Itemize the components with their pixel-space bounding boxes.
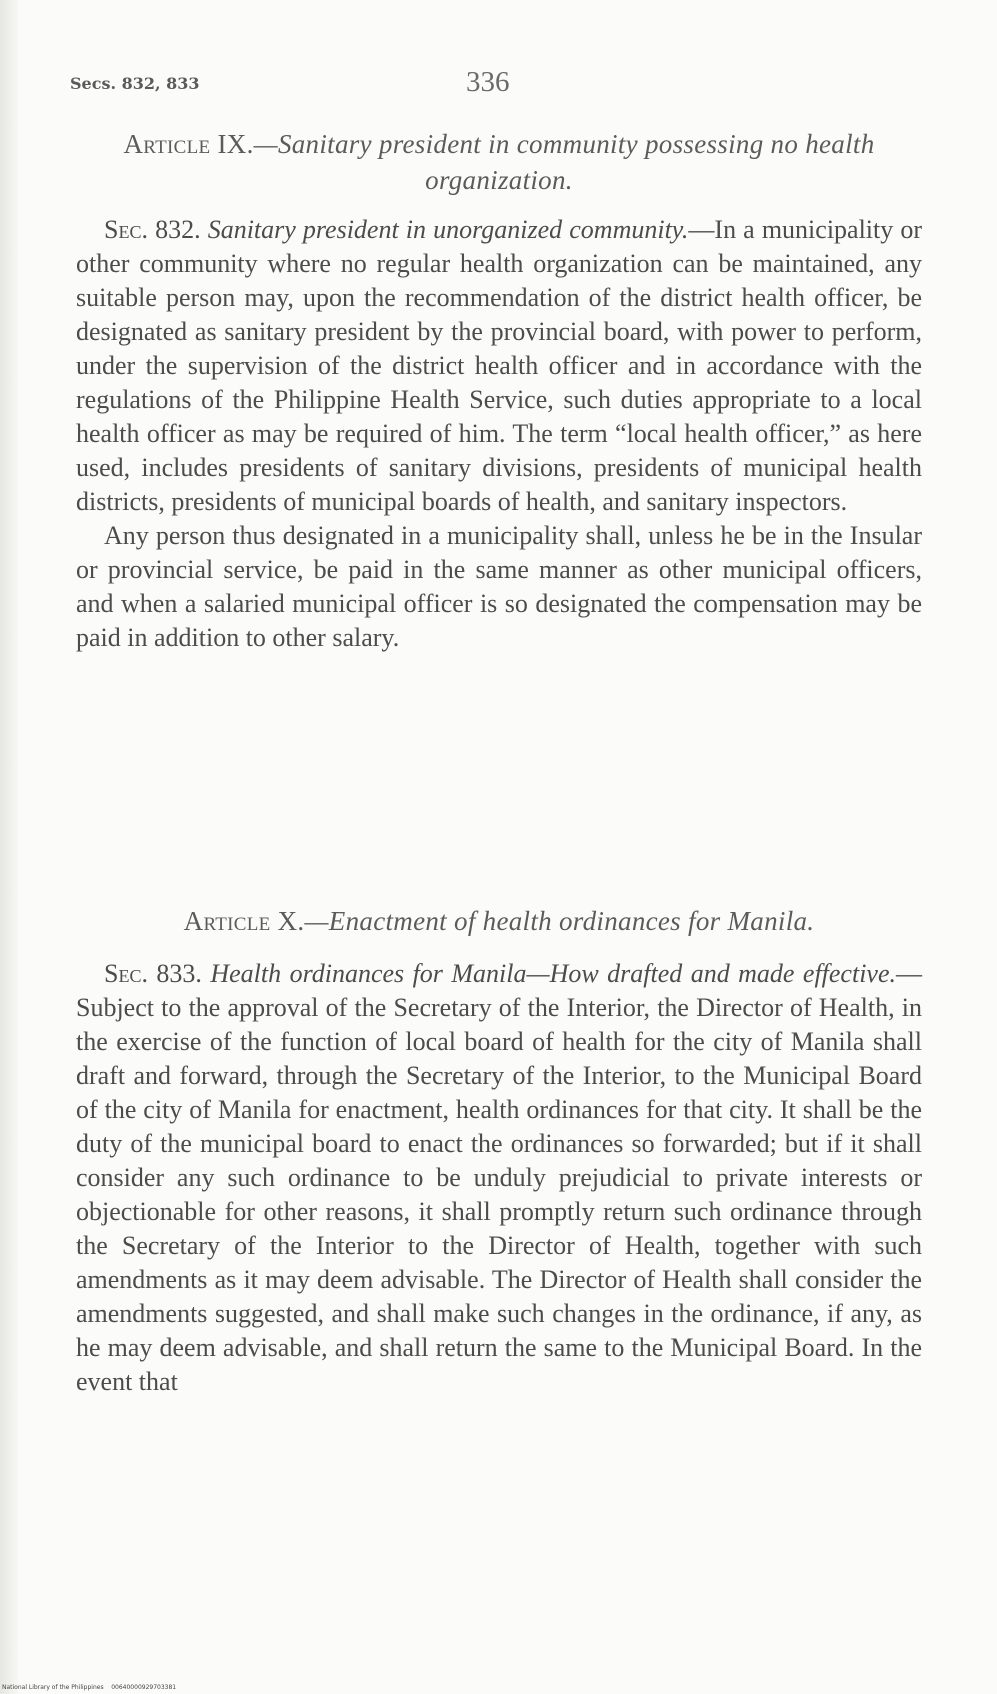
article-ix-label: Article IX. [123, 129, 254, 159]
page-number: 336 [466, 66, 510, 98]
article-x-title: —Enactment of health ordinances for Manila. [304, 906, 815, 936]
section-833 [76, 957, 922, 1399]
scan-footer [2, 1684, 176, 1691]
section-833-text-1: —Subject to the approval of the Secretary of the Interior, the Director of Health, in the exercise of the function of local board of health for the city of Manila shall draft and forward, through the Secretary of the Interior, to the Municipal Board of the city of Manila for enactment, health ordinances for that city. It shall be the duty of the municipal board to enact the ordinances so forwarded; but if it shall consider any such ordinance to be unduly prejudicial to private interests or objectionable for other reasons, it shall promptly return such ordinance through the Secretary of the Interior to the Director of Health, together with such amendments as it may deem advisable. The Director of Health shall consider the amendments suggested, and shall make such changes in the ordinance, if any, as he may deem advisable, and shall return the same to the Municipal Board. In the event that [76, 959, 922, 1396]
section-832-caption: Sanitary president in unorganized community. [207, 215, 689, 244]
section-reference: Secs. 832, 833 [70, 74, 200, 93]
page-header [70, 66, 920, 106]
article-ix-heading-block [76, 126, 922, 198]
article-x-heading [76, 903, 922, 939]
article-ix-heading [76, 126, 922, 198]
section-833-caption: Health ordinances for Manila—How drafted and made effective. [210, 959, 896, 988]
article-x-heading-block [76, 903, 922, 939]
section-832 [76, 213, 922, 655]
article-x-label: Article X. [183, 906, 305, 936]
section-832-paragraph-1 [76, 213, 922, 519]
section-832-number: Sec. 832. [104, 215, 201, 244]
page-edge-shadow [0, 0, 18, 1694]
footer-code: 00640000929703381 [111, 1684, 177, 1691]
section-833-number: Sec. 833. [104, 959, 202, 988]
footer-credit: National Library of the Philippines [2, 1684, 104, 1691]
article-ix-title: —Sanitary president in community possessing no health organization. [253, 129, 875, 195]
section-832-paragraph-2: Any person thus designated in a municipality shall, unless he be in the Insular or provincial service, be paid in the same manner as other municipal officers, and when a salaried municipal officer is so designated the compensation may be paid in addition to other salary. [76, 521, 922, 652]
section-832-text-1: —In a municipality or other community where no regular health organization can be maintained, any suitable person may, upon the recommendation of the district health officer, be designated as sanitary president by the provincial board, with power to perform, under the supervision of the district health officer and in accordance with the regulations of the Philippine Health Service, such duties appropriate to a local health officer as may be required of him. The term “local health officer,” as here used, includes presidents of sanitary divisions, presidents of municipal health districts, presidents of municipal boards of health, and sanitary inspectors. [76, 215, 923, 516]
section-833-paragraph-1 [76, 957, 922, 1399]
